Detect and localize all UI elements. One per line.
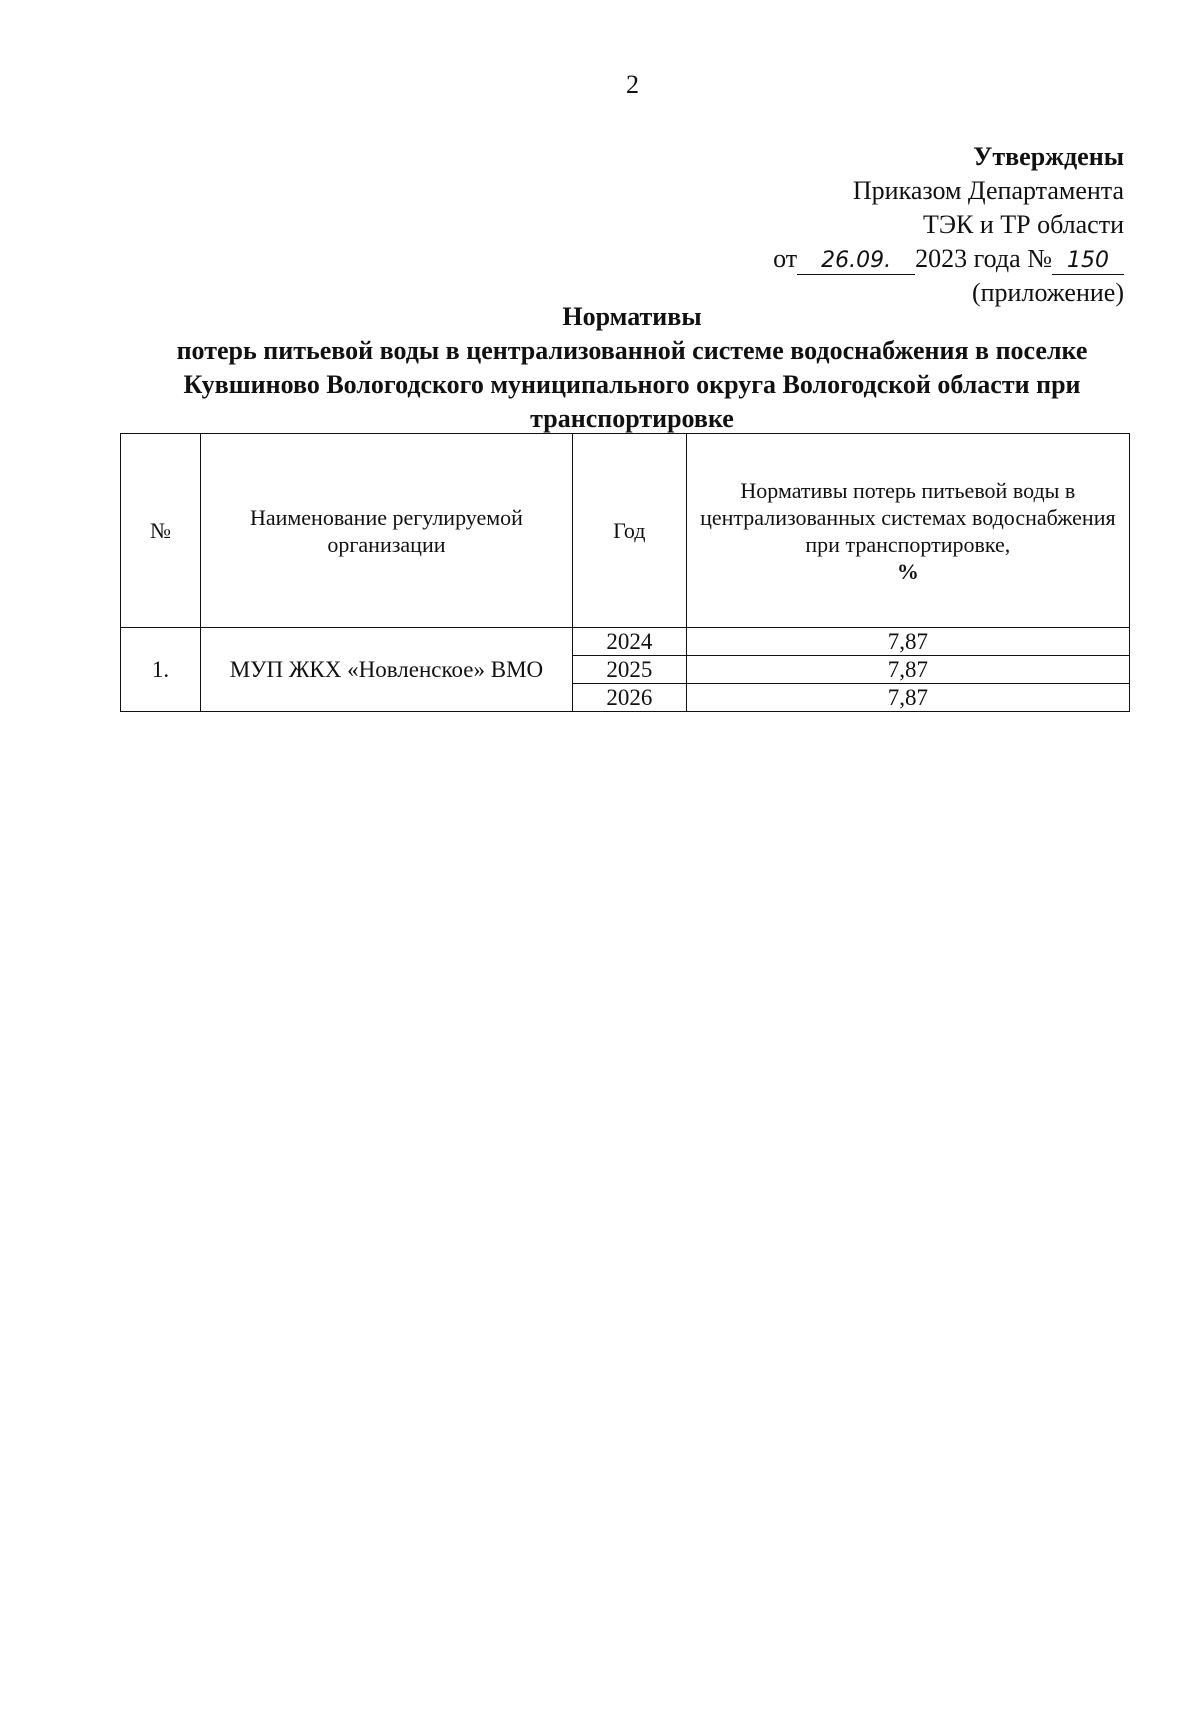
document-title-block <box>120 300 1144 436</box>
header-org: Наименование регулируемой организации <box>200 434 572 628</box>
norms-table <box>120 433 1130 712</box>
approval-line-1: Приказом Департамента <box>852 176 1124 205</box>
page-number: 2 <box>626 70 639 99</box>
document-heading: Нормативы <box>562 302 702 331</box>
row-value: 7,87 <box>686 684 1129 712</box>
date-suffix: 2023 года № <box>915 244 1052 273</box>
approval-date-line <box>773 242 1124 276</box>
row-year: 2026 <box>572 684 686 712</box>
approval-title: Утверждены <box>973 142 1124 171</box>
header-year: Год <box>572 434 686 628</box>
row-num: 1. <box>121 628 201 712</box>
handwritten-date: 26.09. <box>797 248 915 275</box>
header-value-text: Нормативы потерь питьевой воды в централизованных системах водоснабжения при транспортировке, <box>700 477 1116 557</box>
header-num: № <box>121 434 201 628</box>
date-prefix: от <box>773 244 798 273</box>
document-subtitle: потерь питьевой воды в централизованной системе водоснабжения в поселке Кувшиново Вологодского муниципального округа Вологодской области при транспортировке <box>176 336 1088 433</box>
row-value: 7,87 <box>686 628 1129 656</box>
header-value <box>686 434 1129 628</box>
row-year: 2025 <box>572 656 686 684</box>
handwritten-order-number: 150 <box>1052 248 1124 275</box>
approval-line-2: ТЭК и ТР области <box>922 210 1124 239</box>
approval-note: (приложение) <box>971 278 1124 307</box>
approval-block <box>773 140 1124 310</box>
table-row <box>121 628 1130 656</box>
row-org: МУП ЖКХ «Новленское» ВМО <box>200 628 572 712</box>
header-value-unit: % <box>896 558 919 584</box>
table-header-row <box>121 434 1130 628</box>
row-value: 7,87 <box>686 656 1129 684</box>
row-year: 2024 <box>572 628 686 656</box>
